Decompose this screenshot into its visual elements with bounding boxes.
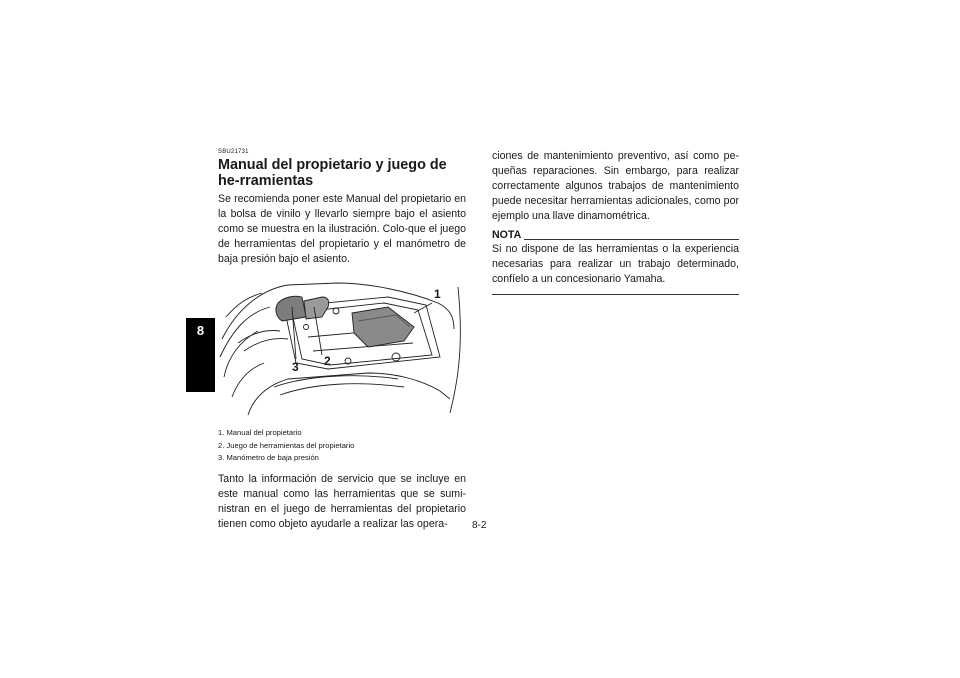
page-number: 8-2	[472, 520, 487, 531]
chapter-tab	[186, 318, 215, 392]
nota-rule	[524, 239, 739, 240]
nota-end-rule	[492, 294, 739, 295]
nota-label: NOTA	[492, 229, 522, 241]
chapter-tab-label: 8	[196, 323, 205, 338]
body-paragraph-left: Tanto la información de servicio que se incluye en este manual como las herramientas que se sumi-nistran en el juego de herramientas del propietario tienen como objeto ayudarle a realizar las opera-	[218, 472, 466, 530]
under-seat-illustration	[218, 277, 466, 418]
caption-item: 1. Manual del propietario	[218, 428, 302, 437]
nota-text: Si no dispone de las herramientas o la experiencia necesarias para realizar un trabajo determinado, confíelo a un concesionario Yamaha.	[492, 243, 739, 285]
nota-header	[492, 229, 739, 242]
figure-captions	[218, 427, 466, 465]
left-column	[218, 149, 466, 532]
caption-item: 3. Manómetro de baja presión	[218, 453, 319, 462]
caption-item: 2. Juego de herramientas del propietario	[218, 440, 355, 450]
callout-1: 1	[434, 287, 441, 301]
section-title: Manual del propietario y juego de he-rramientas	[218, 157, 447, 189]
body-paragraph-right: ciones de mantenimiento preventivo, así como pe-queñas reparaciones. Sin embargo, para realizar correctamente algunos trabajos de mantenimiento puede necesitar herramientas adicionales, como por ejemplo una llave dinamométrica.	[492, 150, 739, 222]
illustration-drawing	[218, 277, 466, 418]
callout-3: 3	[292, 360, 299, 374]
callout-2: 2	[324, 354, 331, 368]
right-column	[492, 149, 739, 295]
intro-paragraph: Se recomienda poner este Manual del propietario en la bolsa de vinilo y llevarlo siempre bajo el asiento como se muestra en la ilustración. Colo-que el juego de herramientas del propietario y el manómetro de baja presión bajo el asiento.	[218, 193, 466, 265]
section-code: SBU21731	[218, 149, 249, 155]
